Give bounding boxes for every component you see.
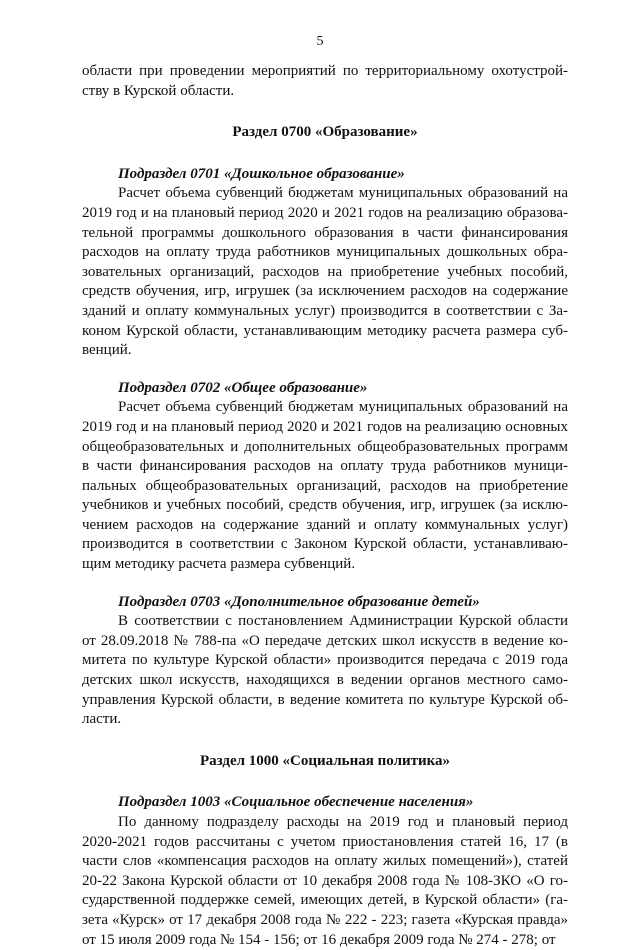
subsection-0703-title: Подраздел 0703 «Дополнительное образование детей» bbox=[118, 593, 480, 610]
scan-speck bbox=[372, 319, 376, 320]
subsection-1003-text: По данному подразделу расходы на 2019 год и плановый период 2020-2021 годов рассчитаны с учетом приостановления статей 16, 17 (в части слов «компенсация расходов на оплату жилых помещений»), статей 20-22 Закона Курской области от 10 декабря 2008 года № 108-ЗКО «О го-сударственной поддержке семей, имеющих детей, в Курской области» (га-зета «Курск» от 17 декабря 2008 года № 222 - 223; газета «Курская правда» от 15 июля 2009 года № 154 - 156; от 16 декабря 2009 года № 274 - 278; от bbox=[82, 814, 568, 948]
page-number: 5 bbox=[316, 34, 324, 49]
subsection-1003-title: Подраздел 1003 «Социальное обеспечение населения» bbox=[118, 794, 474, 811]
subsection-0702-title: Подраздел 0702 «Общее образование» bbox=[118, 379, 368, 396]
subsection-0702-text: Расчет объема субвенций бюджетам муниципальных образований на 2019 год и на плановый период 2020 и 2021 годов на реализацию основных общеобразовательных и дополнительных общеобразовательных программ в части финансирования расходов на оплату труда работников муници-пальных общеобразовательных организаций, расходов на приобретение учебников и учебных пособий, средств обучения, игр, игрушек (за исклю-чением расходов на содержание зданий и оплату коммунальных услуг) производится в соответствии с Законом Курской области, устанавливаю-щим методику расчета размера субвенций. bbox=[82, 399, 568, 573]
subsection-0701-title: Подраздел 0701 «Дошкольное образование» bbox=[118, 165, 405, 182]
section-1000-title: Раздел 1000 «Социальная политика» bbox=[199, 752, 451, 769]
document-body bbox=[82, 62, 568, 950]
section-0700-title: Раздел 0700 «Образование» bbox=[232, 124, 418, 141]
intro-paragraph: области при проведении мероприятий по территориальному охотустрой-ству в Курской области. bbox=[82, 63, 568, 99]
subsection-0703-text: В соответствии с постановлением Администрации Курской области от 28.09.2018 № 788-па «О передаче детских школ искусств в ведение ко-митета по культуре Курской области» производится передача с 2019 года детских школ искусств, находящихся в ведении органов местного само-управления Курской области, в ведение комитета по культуре Курской об-ласти. bbox=[82, 613, 568, 728]
subsection-0701-text: Расчет объема субвенций бюджетам муниципальных образований на 2019 год и на плановый период 2020 и 2021 годов на реализацию образова-тельной программы дошкольного образования в части финансирования расходов на оплату труда работников муниципальных дошкольных обра-зовательных организаций, расходов на приобретение учебных пособий, средств обучения, игр, игрушек (за исключением расходов на содержание зданий и оплату коммунальных услуг) производится в соответствии с За-коном Курской области, устанавливающим методику расчета размера суб-венций. bbox=[82, 185, 568, 359]
